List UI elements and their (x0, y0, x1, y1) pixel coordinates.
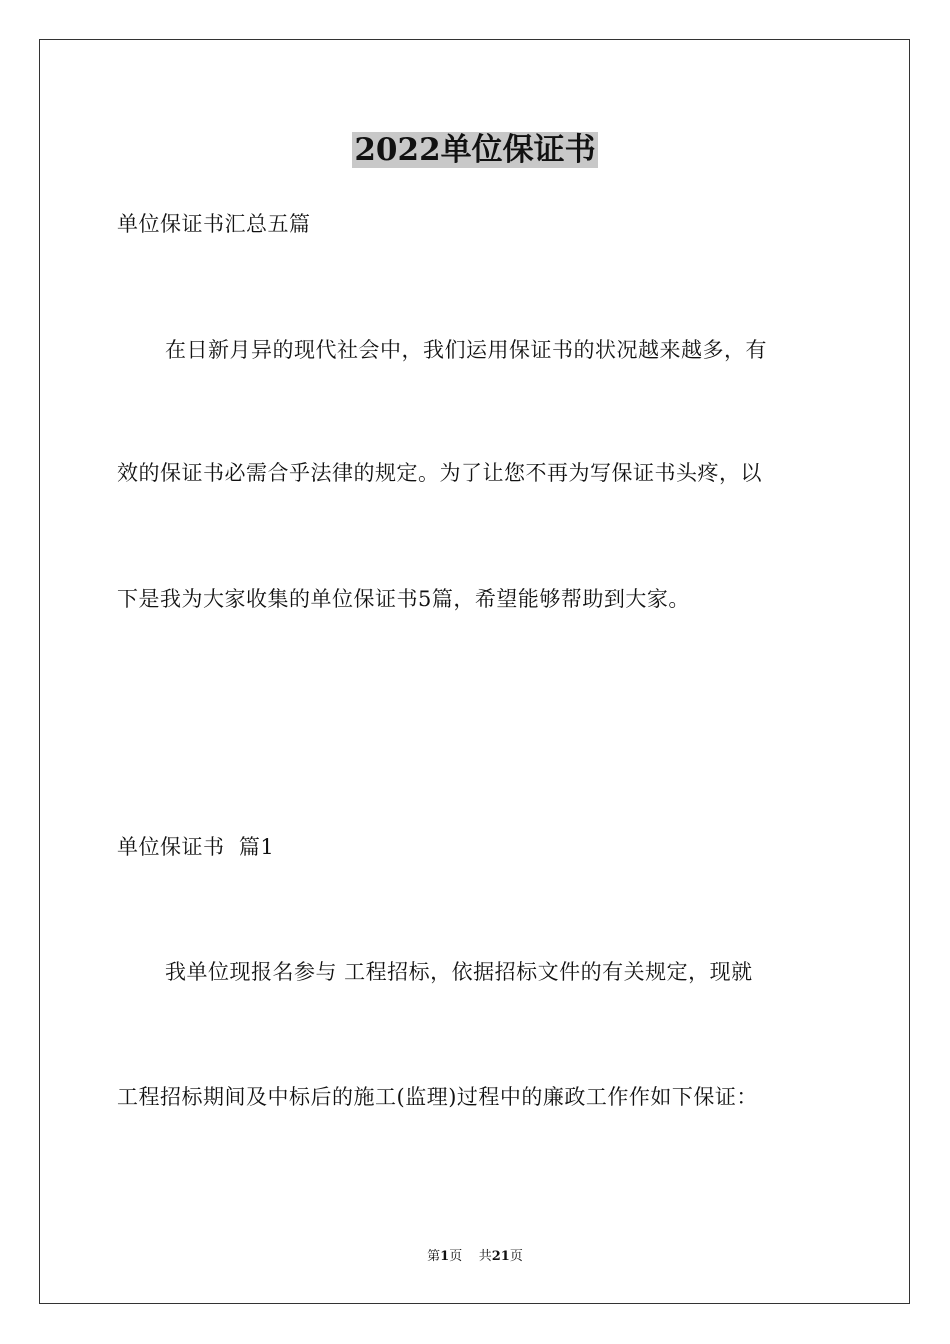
footer-total-pages: 21 (491, 1249, 510, 1264)
document-subtitle: 单位保证书汇总五篇 (117, 212, 311, 236)
section-line-1: 我单位现报名参与 工程招标，依据招标文件的有关规定，现就 (165, 960, 753, 984)
page-footer (0, 1248, 950, 1266)
section-heading: 单位保证书 篇1 (117, 835, 275, 859)
footer-page-suffix: 页 (449, 1249, 463, 1264)
footer-total-prefix: 共 (478, 1249, 492, 1264)
intro-line-1: 在日新月异的现代社会中，我们运用保证书的状况越来越多，有 (165, 338, 767, 362)
footer-page-number: 1 (440, 1249, 450, 1264)
document-title (0, 128, 950, 172)
footer-page-prefix: 第 (427, 1249, 441, 1264)
intro-line-3: 下是我为大家收集的单位保证书5篇，希望能够帮助到大家。 (117, 587, 690, 611)
footer-total-suffix: 页 (509, 1249, 523, 1264)
section-line-2: 工程招标期间及中标后的施工(监理)过程中的廉政工作作如下保证： (117, 1085, 758, 1109)
intro-line-2: 效的保证书必需合乎法律的规定。为了让您不再为写保证书头疼，以 (117, 461, 762, 485)
document-title-text: 2022单位保证书 (354, 132, 596, 168)
